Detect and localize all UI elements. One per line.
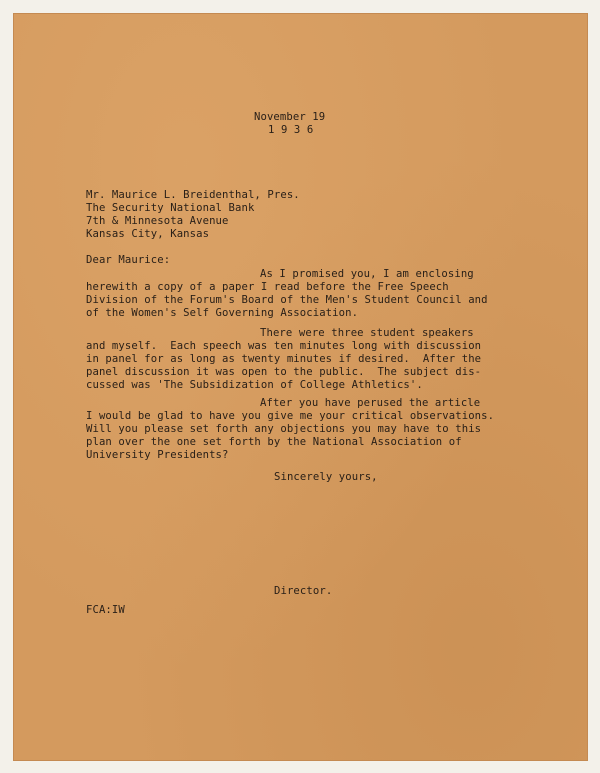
paragraph-line: I would be glad to have you give me your critical observations. bbox=[86, 410, 495, 422]
paragraph-line: herewith a copy of a paper I read before the Free Speech bbox=[86, 281, 449, 293]
paragraph-line: panel discussion it was open to the public. The subject dis- bbox=[86, 366, 482, 378]
paragraph-line: cussed was 'The Subsidization of College Athletics'. bbox=[86, 379, 423, 391]
paragraph-first-line: After you have perused the article bbox=[260, 397, 481, 409]
signature-title: Director. bbox=[274, 585, 333, 597]
letter-date: November 19 bbox=[254, 111, 326, 123]
paragraph-line: plan over the one set forth by the National Association of bbox=[86, 436, 462, 448]
salutation: Dear Maurice: bbox=[86, 254, 171, 266]
paragraph-first-line: As I promised you, I am enclosing bbox=[260, 268, 474, 280]
paragraph-line: in panel for as long as twenty minutes if desired. After the bbox=[86, 353, 482, 365]
recipient-line: Kansas City, Kansas bbox=[86, 228, 210, 240]
paragraph-line: University Presidents? bbox=[86, 449, 229, 461]
recipient-line: The Security National Bank bbox=[86, 202, 255, 214]
recipient-line: Mr. Maurice L. Breidenthal, Pres. bbox=[86, 189, 300, 201]
letter-year: 1 9 3 6 bbox=[268, 124, 314, 136]
paragraph-line: Will you please set forth any objections you may have to this bbox=[86, 423, 482, 435]
reference-initials: FCA:IW bbox=[86, 604, 125, 616]
paragraph-line: and myself. Each speech was ten minutes long with discussion bbox=[86, 340, 482, 352]
paragraph-line: Division of the Forum's Board of the Men's Student Council and bbox=[86, 294, 488, 306]
recipient-line: 7th & Minnesota Avenue bbox=[86, 215, 229, 227]
paragraph-first-line: There were three student speakers bbox=[260, 327, 474, 339]
paragraph-line: of the Women's Self Governing Association. bbox=[86, 307, 359, 319]
closing: Sincerely yours, bbox=[274, 471, 378, 483]
